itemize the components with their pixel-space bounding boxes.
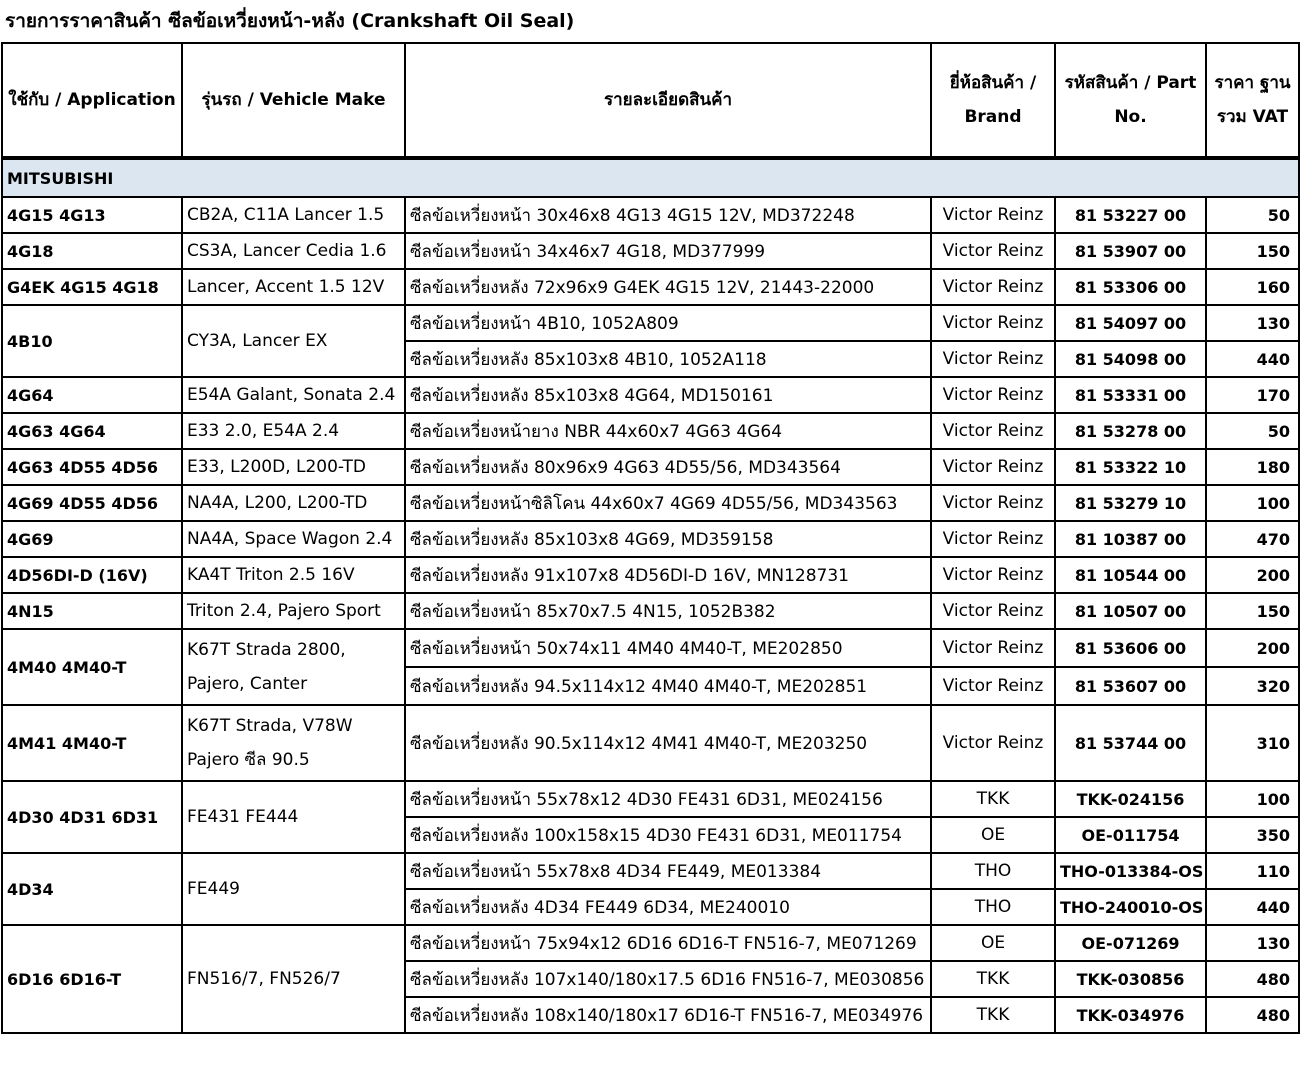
brand-cell: OE xyxy=(931,817,1055,853)
application-cell: 4M41 4M40-T xyxy=(2,705,182,781)
price-cell: 310 xyxy=(1206,705,1299,781)
description-cell: ซีลข้อเหวี่ยงหน้ายาง NBR 44x60x7 4G63 4G64 xyxy=(405,413,931,449)
price-cell: 160 xyxy=(1206,269,1299,305)
table-row xyxy=(2,925,1299,961)
vehicle-make-cell: CB2A, C11A Lancer 1.5 xyxy=(182,197,405,233)
application-cell: 4N15 xyxy=(2,593,182,629)
part-no-cell: 81 53322 10 xyxy=(1055,449,1206,485)
part-no-cell: 81 10544 00 xyxy=(1055,557,1206,593)
application-cell: 4G63 4G64 xyxy=(2,413,182,449)
table-row xyxy=(2,305,1299,341)
section-label: MITSUBISHI xyxy=(2,158,1299,197)
part-no-cell: 81 54097 00 xyxy=(1055,305,1206,341)
price-cell: 110 xyxy=(1206,853,1299,889)
vehicle-make-cell: CS3A, Lancer Cedia 1.6 xyxy=(182,233,405,269)
description-cell: ซีลข้อเหวี่ยงหน้า 85x70x7.5 4N15, 1052B382 xyxy=(405,593,931,629)
brand-cell: Victor Reinz xyxy=(931,593,1055,629)
table-row xyxy=(2,593,1299,629)
brand-cell: TKK xyxy=(931,997,1055,1033)
application-cell: 4G63 4D55 4D56 xyxy=(2,449,182,485)
part-no-cell: 81 10507 00 xyxy=(1055,593,1206,629)
brand-cell: Victor Reinz xyxy=(931,341,1055,377)
brand-cell: Victor Reinz xyxy=(931,705,1055,781)
description-cell: ซีลข้อเหวี่ยงหลัง 107x140/180x17.5 6D16 FN516-7, ME030856 xyxy=(405,961,931,997)
brand-cell: Victor Reinz xyxy=(931,269,1055,305)
brand-cell: Victor Reinz xyxy=(931,377,1055,413)
header-row xyxy=(2,43,1299,158)
description-cell: ซีลข้อเหวี่ยงหลัง 108x140/180x17 6D16-T FN516-7, ME034976 xyxy=(405,997,931,1033)
table-row xyxy=(2,269,1299,305)
description-cell: ซีลข้อเหวี่ยงหลัง 85x103x8 4B10, 1052A118 xyxy=(405,341,931,377)
table-row xyxy=(2,853,1299,889)
table-row xyxy=(2,233,1299,269)
price-cell: 100 xyxy=(1206,485,1299,521)
price-cell: 200 xyxy=(1206,557,1299,593)
page-title: รายการราคาสินค้า ซีลข้อเหวี่ยงหน้า-หลัง (Crankshaft Oil Seal) xyxy=(5,10,575,32)
vehicle-make-cell: E54A Galant, Sonata 2.4 xyxy=(182,377,405,413)
part-no-cell: OE-011754 xyxy=(1055,817,1206,853)
vehicle-make-cell: E33, L200D, L200-TD xyxy=(182,449,405,485)
description-cell: ซีลข้อเหวี่ยงหลัง 90.5x114x12 4M41 4M40-T, ME203250 xyxy=(405,705,931,781)
part-no-cell: THO-013384-OS xyxy=(1055,853,1206,889)
part-no-cell: 81 53227 00 xyxy=(1055,197,1206,233)
part-no-cell: THO-240010-OS xyxy=(1055,889,1206,925)
application-cell: 4G69 xyxy=(2,521,182,557)
description-cell: ซีลข้อเหวี่ยงหน้าซิลิโคน 44x60x7 4G69 4D55/56, MD343563 xyxy=(405,485,931,521)
price-cell: 50 xyxy=(1206,197,1299,233)
description-cell: ซีลข้อเหวี่ยงหน้า 30x46x8 4G13 4G15 12V, MD372248 xyxy=(405,197,931,233)
vehicle-make-cell: FE449 xyxy=(182,853,405,925)
application-cell: 4B10 xyxy=(2,305,182,377)
brand-cell: OE xyxy=(931,925,1055,961)
vehicle-make-cell: CY3A, Lancer EX xyxy=(182,305,405,377)
price-cell: 320 xyxy=(1206,667,1299,705)
brand-cell: Victor Reinz xyxy=(931,629,1055,667)
application-cell: 4M40 4M40-T xyxy=(2,629,182,705)
brand-cell: Victor Reinz xyxy=(931,413,1055,449)
brand-cell: TKK xyxy=(931,961,1055,997)
brand-cell: TKK xyxy=(931,781,1055,817)
table-row xyxy=(2,629,1299,667)
part-no-cell: 81 53607 00 xyxy=(1055,667,1206,705)
vehicle-make-cell: KA4T Triton 2.5 16V xyxy=(182,557,405,593)
part-no-cell: TKK-034976 xyxy=(1055,997,1206,1033)
table-row xyxy=(2,705,1299,781)
table-row xyxy=(2,197,1299,233)
part-no-cell: 81 53907 00 xyxy=(1055,233,1206,269)
table-row xyxy=(2,781,1299,817)
description-cell: ซีลข้อเหวี่ยงหลัง 72x96x9 G4EK 4G15 12V, 21443-22000 xyxy=(405,269,931,305)
application-cell: 6D16 6D16-T xyxy=(2,925,182,1033)
description-cell: ซีลข้อเหวี่ยงหลัง 85x103x8 4G69, MD359158 xyxy=(405,521,931,557)
header-brand: ยี่ห้อสินค้า / Brand xyxy=(931,43,1055,158)
description-cell: ซีลข้อเหวี่ยงหลัง 94.5x114x12 4M40 4M40-T, ME202851 xyxy=(405,667,931,705)
brand-cell: Victor Reinz xyxy=(931,667,1055,705)
application-cell: 4D30 4D31 6D31 xyxy=(2,781,182,853)
price-cell: 170 xyxy=(1206,377,1299,413)
vehicle-make-cell: K67T Strada, V78W Pajero ซีล 90.5 xyxy=(182,705,405,781)
price-cell: 130 xyxy=(1206,305,1299,341)
description-cell: ซีลข้อเหวี่ยงหน้า 4B10, 1052A809 xyxy=(405,305,931,341)
part-no-cell: 81 53744 00 xyxy=(1055,705,1206,781)
price-cell: 200 xyxy=(1206,629,1299,667)
description-cell: ซีลข้อเหวี่ยงหลัง 100x158x15 4D30 FE431 6D31, ME011754 xyxy=(405,817,931,853)
price-table xyxy=(1,42,1300,1034)
description-cell: ซีลข้อเหวี่ยงหน้า 50x74x11 4M40 4M40-T, ME202850 xyxy=(405,629,931,667)
table-row xyxy=(2,485,1299,521)
price-cell: 150 xyxy=(1206,593,1299,629)
application-cell: 4D34 xyxy=(2,853,182,925)
vehicle-make-cell: NA4A, L200, L200-TD xyxy=(182,485,405,521)
price-cell: 440 xyxy=(1206,341,1299,377)
application-cell: 4D56DI-D (16V) xyxy=(2,557,182,593)
part-no-cell: TKK-024156 xyxy=(1055,781,1206,817)
price-cell: 440 xyxy=(1206,889,1299,925)
part-no-cell: 81 54098 00 xyxy=(1055,341,1206,377)
price-cell: 470 xyxy=(1206,521,1299,557)
description-cell: ซีลข้อเหวี่ยงหลัง 80x96x9 4G63 4D55/56, MD343564 xyxy=(405,449,931,485)
part-no-cell: 81 53279 10 xyxy=(1055,485,1206,521)
description-cell: ซีลข้อเหวี่ยงหลัง 4D34 FE449 6D34, ME240010 xyxy=(405,889,931,925)
table-row xyxy=(2,377,1299,413)
part-no-cell: 81 10387 00 xyxy=(1055,521,1206,557)
price-cell: 480 xyxy=(1206,961,1299,997)
part-no-cell: 81 53606 00 xyxy=(1055,629,1206,667)
part-no-cell: TKK-030856 xyxy=(1055,961,1206,997)
price-cell: 150 xyxy=(1206,233,1299,269)
vehicle-make-cell: K67T Strada 2800, Pajero, Canter xyxy=(182,629,405,705)
header-application: ใช้กับ / Application xyxy=(2,43,182,158)
table-row xyxy=(2,449,1299,485)
price-cell: 50 xyxy=(1206,413,1299,449)
brand-cell: Victor Reinz xyxy=(931,557,1055,593)
application-cell: 4G18 xyxy=(2,233,182,269)
price-cell: 480 xyxy=(1206,997,1299,1033)
brand-cell: THO xyxy=(931,853,1055,889)
part-no-cell: 81 53306 00 xyxy=(1055,269,1206,305)
part-no-cell: 81 53278 00 xyxy=(1055,413,1206,449)
brand-cell: Victor Reinz xyxy=(931,305,1055,341)
brand-cell: Victor Reinz xyxy=(931,233,1055,269)
price-cell: 350 xyxy=(1206,817,1299,853)
vehicle-make-cell: Triton 2.4, Pajero Sport xyxy=(182,593,405,629)
header-description: รายละเอียดสินค้า xyxy=(405,43,931,158)
vehicle-make-cell: FN516/7, FN526/7 xyxy=(182,925,405,1033)
price-cell: 130 xyxy=(1206,925,1299,961)
vehicle-make-cell: E33 2.0, E54A 2.4 xyxy=(182,413,405,449)
section-row xyxy=(2,158,1299,197)
brand-cell: Victor Reinz xyxy=(931,197,1055,233)
price-cell: 100 xyxy=(1206,781,1299,817)
vehicle-make-cell: Lancer, Accent 1.5 12V xyxy=(182,269,405,305)
table-row xyxy=(2,413,1299,449)
price-cell: 180 xyxy=(1206,449,1299,485)
brand-cell: Victor Reinz xyxy=(931,521,1055,557)
table-row xyxy=(2,521,1299,557)
header-vehicle-make: รุ่นรถ / Vehicle Make xyxy=(182,43,405,158)
header-price: ราคา ฐานรวม VAT xyxy=(1206,43,1299,158)
description-cell: ซีลข้อเหวี่ยงหน้า 75x94x12 6D16 6D16-T FN516-7, ME071269 xyxy=(405,925,931,961)
description-cell: ซีลข้อเหวี่ยงหน้า 55x78x8 4D34 FE449, ME013384 xyxy=(405,853,931,889)
brand-cell: Victor Reinz xyxy=(931,449,1055,485)
description-cell: ซีลข้อเหวี่ยงหลัง 85x103x8 4G64, MD150161 xyxy=(405,377,931,413)
application-cell: 4G64 xyxy=(2,377,182,413)
application-cell: 4G69 4D55 4D56 xyxy=(2,485,182,521)
table-row xyxy=(2,557,1299,593)
header-part-no: รหัสสินค้า / Part No. xyxy=(1055,43,1206,158)
part-no-cell: 81 53331 00 xyxy=(1055,377,1206,413)
vehicle-make-cell: NA4A, Space Wagon 2.4 xyxy=(182,521,405,557)
brand-cell: Victor Reinz xyxy=(931,485,1055,521)
application-cell: G4EK 4G15 4G18 xyxy=(2,269,182,305)
description-cell: ซีลข้อเหวี่ยงหน้า 34x46x7 4G18, MD377999 xyxy=(405,233,931,269)
description-cell: ซีลข้อเหวี่ยงหน้า 55x78x12 4D30 FE431 6D31, ME024156 xyxy=(405,781,931,817)
brand-cell: THO xyxy=(931,889,1055,925)
description-cell: ซีลข้อเหวี่ยงหลัง 91x107x8 4D56DI-D 16V, MN128731 xyxy=(405,557,931,593)
vehicle-make-cell: FE431 FE444 xyxy=(182,781,405,853)
application-cell: 4G15 4G13 xyxy=(2,197,182,233)
part-no-cell: OE-071269 xyxy=(1055,925,1206,961)
